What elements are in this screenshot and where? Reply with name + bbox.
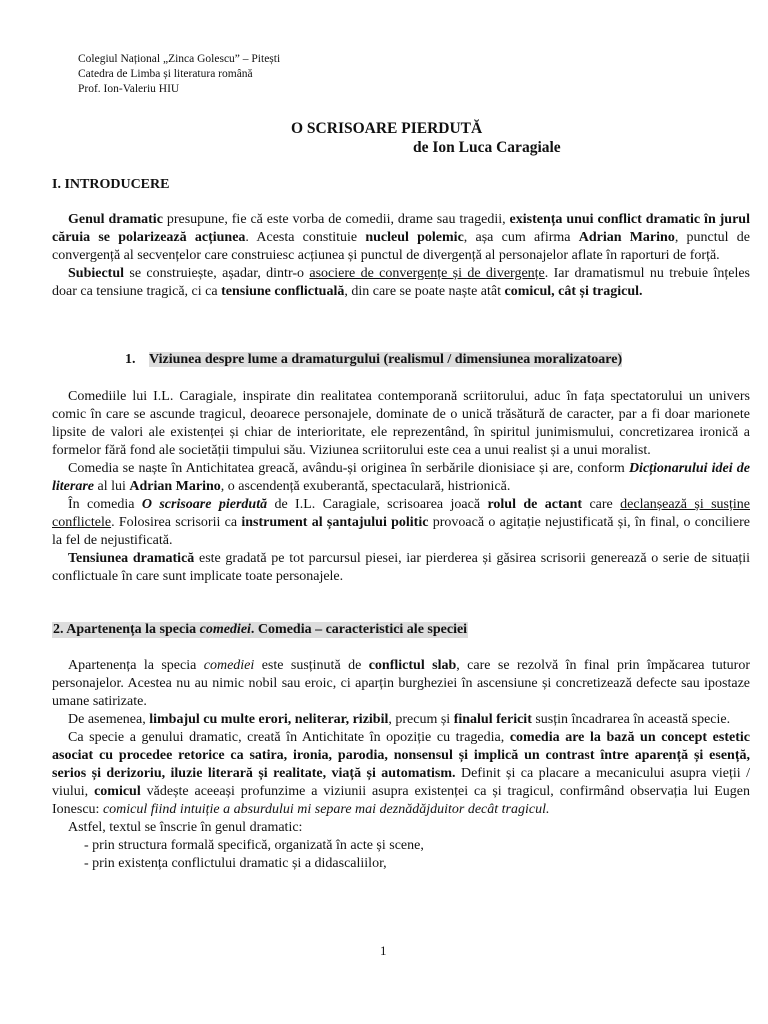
intro-paragraph-2 <box>52 265 750 301</box>
bold-text: Subiectul <box>68 266 125 281</box>
text: De asemenea, <box>68 712 150 727</box>
text: este gradată pe tot parcursul piesei, iar pierderea și găsirea scrisorii generează o serie de situații conflictuale în care sunt implicate toate personajele. <box>52 551 751 584</box>
comedie-body <box>52 657 750 873</box>
text: . Iar dramatismul nu trebuie înțeles doar ca tensiune tragică, ci ca <box>52 266 750 299</box>
text: de I.L. Caragiale, scrisoarea joacă <box>267 497 488 512</box>
bold-text: Adrian Marino <box>578 230 675 245</box>
list-item: - prin existența conflictului dramatic și a didascaliilor, <box>84 856 387 871</box>
italic-text: comediei <box>199 622 251 637</box>
underlined-text: declanșează și susține conflictele <box>52 497 750 530</box>
bold-text: comedia are la bază un concept estetic asociat cu procedee retorice ca satira, ironia, parodia, nonsensul și implică un contrast între aparență și esență, serios și derizoriu, iluzie literară și realitate, viață și automatism. <box>52 730 750 781</box>
text: . Acesta constituie <box>245 230 366 245</box>
comedie-paragraph-1 <box>52 657 750 711</box>
underlined-text: asociere de convergențe și de divergențe <box>309 266 545 281</box>
bold-text: finalul fericit <box>453 712 532 727</box>
subsection-label: Viziunea despre lume a dramaturgului (realismul / dimensiunea moralizatoare) <box>149 352 623 367</box>
intro-paragraph-1 <box>52 211 750 265</box>
text: Ca specie a genului dramatic, creată în Antichitate în opoziție cu tragedia, <box>68 730 510 745</box>
text: , din care se poate naște atât <box>344 284 505 299</box>
subsection-heading-viziune <box>125 352 622 368</box>
text: , care se rezolvă în final prin împăcarea tuturor personajelor. Acestea nu au nimic nobil sau eroic, ci aparțin burgheziei în ascensiune și concretizează defecte sau ipostaze umane satirizate. <box>52 658 750 709</box>
text: Apartenența la specia <box>68 658 204 673</box>
text: 2. Apartenența la specia <box>53 622 200 637</box>
comedie-paragraph-4: Astfel, textul se înscrie în genul dramatic: <box>68 820 303 835</box>
bold-text: conflictul slab <box>368 658 457 673</box>
comedie-paragraph-3 <box>52 729 750 819</box>
subsection-number: 1. <box>125 352 136 367</box>
bold-text: nucleul polemic <box>365 230 464 245</box>
italic-text: comicul fiind intuiție a absurdului mi separe mai deznădăjduitor decât tragicul. <box>102 802 550 817</box>
viziune-body <box>52 388 750 586</box>
bold-text: Tensiunea dramatică <box>68 551 195 566</box>
text: al lui <box>94 479 130 494</box>
viziune-paragraph-4 <box>52 550 750 586</box>
document-title: O SCRISOARE PIERDUTĂ <box>291 120 483 137</box>
bold-text: comicul, cât și tragicul. <box>504 284 643 299</box>
bold-text: rolul de actant <box>487 497 583 512</box>
italic-text: comediei <box>203 658 255 673</box>
list-item: - prin structura formală specifică, organizată în acte și scene, <box>84 838 424 853</box>
bold-text: comicul <box>94 784 141 799</box>
text: care <box>582 497 621 512</box>
text: Comedia se naște în Antichitatea greacă, avându-și originea în serbările dionisiace și are, conform <box>68 461 629 476</box>
subsection-heading-comedie <box>52 622 468 638</box>
text: vădește aceeași profunzime a viziunii asupra existenței ca și tragicul, confirmând observația lui Eugen Ionescu: <box>52 784 750 817</box>
section-heading-introducere: I. INTRODUCERE <box>52 177 170 192</box>
bold-text: existența unui conflict dramatic în jurul căruia se polarizează acțiunea <box>52 212 750 245</box>
text: se construiește, așadar, dintr-o <box>124 266 310 281</box>
text: este susținută de <box>254 658 369 673</box>
text: Definit și ca placare a mecanicului asupra vieții / viului, <box>52 766 751 799</box>
intro-body <box>52 211 750 301</box>
text: . Folosirea scrisorii ca <box>111 515 242 530</box>
text: presupune, fie că este vorba de comedii, drame sau tragedii, <box>162 212 510 227</box>
comedie-paragraph-2 <box>52 711 750 729</box>
text: . Comedia – caracteristici ale speciei <box>250 622 468 637</box>
document-header <box>78 52 280 97</box>
bold-text: tensiune conflictuală <box>221 284 345 299</box>
bold-text: Genul dramatic <box>68 212 163 227</box>
bold-italic-text: O scrisoare pierdută <box>141 497 268 512</box>
bold-text: instrument al șantajului politic <box>241 515 429 530</box>
text: , așa cum afirma <box>463 230 579 245</box>
header-teacher: Prof. Ion-Valeriu HIU <box>78 83 180 95</box>
text: , punctul de convergență al secvențelor care construiesc acțiunea și punctul de divergență al personajelor aflate în raporturi de forță. <box>52 230 750 263</box>
bold-text: limbajul cu multe erori, neliterar, rizibil <box>149 712 389 727</box>
viziune-paragraph-1: Comediile lui I.L. Caragiale, inspirate din realitatea contemporană scriitorului, aduc în fața spectatorului un univers comic în care se ascunde tragicul, deoarece personajele, dominate de o unică trăsătură de caracter, par a fi doar marionete lipsite de valori ale existenței și chiar de interioritate, ele reprezentând, în spiritul junimismului, concretizarea ironică a formelor fără fond ale societății timpului său. Viziunea scriitorului este cea a unui realist și a unui moralist. <box>52 389 750 458</box>
document-author: de Ion Luca Caragiale <box>413 139 561 156</box>
text: , precum și <box>388 712 454 727</box>
text: , o ascendență exuberantă, spectaculară, histrionică. <box>220 479 511 494</box>
header-department: Catedra de Limba și literatura română <box>78 68 253 80</box>
header-school: Colegiul Național „Zinca Golescu” – Pitești <box>78 53 281 65</box>
text: În comedia <box>68 497 142 512</box>
viziune-paragraph-3 <box>52 496 750 550</box>
page-number: 1 <box>380 943 387 958</box>
bold-italic-text: Dicționarului idei de literare <box>52 461 750 494</box>
viziune-paragraph-2 <box>52 460 750 496</box>
bold-text: Adrian Marino <box>129 479 221 494</box>
text: provoacă o agitație nejustificată și, în final, o conciliere la fel de nejustificată. <box>52 515 750 548</box>
text: susțin încadrarea în această specie. <box>531 712 731 727</box>
